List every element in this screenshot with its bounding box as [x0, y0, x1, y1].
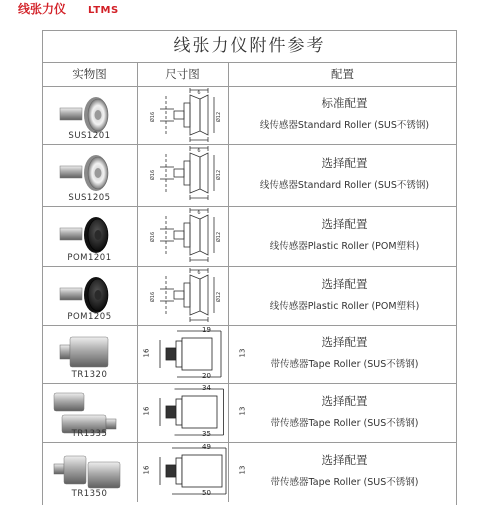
config-description: 带传感器Tape Roller (SUS不锈钢) [270, 417, 419, 429]
svg-text:Ø12: Ø12 [216, 291, 222, 303]
dim-width-bottom: 35 [202, 430, 211, 438]
table-row [42, 144, 457, 206]
row-divider [42, 383, 457, 384]
config-description: 线传感器Plastic Roller (POM塑料) [269, 300, 420, 312]
model-code: POM1201 [67, 253, 112, 263]
row-divider [42, 144, 457, 145]
svg-text:6: 6 [197, 90, 201, 96]
table-row [42, 266, 457, 325]
config-description: 带传感器Tape Roller (SUS不锈钢) [270, 477, 419, 488]
config-description: 线传感器Plastic Roller (POM塑料) [269, 241, 420, 252]
model-code: TR1335 [71, 429, 108, 439]
column-header-photo: 实物图 [72, 67, 107, 81]
model-code: SUS1205 [68, 193, 111, 203]
dimension-drawing [142, 145, 257, 201]
dim-diameter-left: 16 [142, 406, 151, 416]
table-row [42, 206, 457, 266]
row-divider [42, 206, 457, 207]
config-type: 选择配置 [321, 217, 368, 231]
dim-diameter-right: 13 [238, 348, 247, 358]
config-description: 线传感器Standard Roller (SUS不锈钢) [259, 180, 430, 191]
dim-width-top: 34 [202, 384, 211, 392]
table-row [42, 325, 457, 383]
column-header-drawing: 尺寸图 [165, 67, 200, 81]
row-divider [42, 266, 457, 267]
dim-diameter-left: 16 [142, 465, 151, 475]
config-description: 线传感器Standard Roller (SUS不锈钢) [259, 120, 430, 131]
config-type: 选择配置 [321, 156, 368, 170]
svg-text:6: 6 [197, 148, 201, 154]
roller-photo [52, 148, 122, 198]
model-code: POM1205 [67, 312, 112, 322]
brand-sub: LTMS [88, 5, 119, 16]
dim-width-top: 49 [202, 443, 211, 451]
svg-text:Ø12: Ø12 [216, 231, 222, 243]
dim-diameter-right: 13 [238, 465, 247, 475]
svg-text:Ø16: Ø16 [150, 169, 156, 181]
config-type: 标准配置 [321, 96, 368, 110]
model-code: TR1320 [71, 370, 108, 380]
model-code: SUS1201 [68, 131, 111, 141]
config-type: 选择配置 [321, 276, 368, 291]
svg-text:Ø16: Ø16 [150, 231, 156, 243]
row-divider [42, 442, 457, 443]
config-description: 带传感器Tape Roller (SUS不锈钢) [270, 359, 419, 370]
row-divider [42, 325, 457, 326]
column-header-config: 配置 [331, 67, 354, 81]
dim-width-top: 19 [202, 326, 211, 334]
svg-text:Ø12: Ø12 [216, 111, 222, 123]
svg-text:Ø16: Ø16 [150, 111, 156, 123]
svg-text:6: 6 [197, 270, 201, 276]
config-type: 选择配置 [321, 393, 368, 408]
svg-text:Ø12: Ø12 [216, 169, 222, 181]
brand-logo [18, 0, 119, 16]
table-title: 线张力仪附件参考 [173, 36, 326, 56]
table-row [42, 86, 457, 144]
brand-name: 线张力仪 [18, 2, 67, 16]
table-row [42, 442, 457, 502]
config-type: 选择配置 [321, 453, 368, 467]
dim-diameter-left: 16 [142, 348, 151, 358]
dim-width-bottom: 50 [202, 489, 211, 497]
svg-text:6: 6 [197, 210, 201, 216]
model-code: TR1350 [71, 489, 108, 499]
table-row [42, 383, 457, 442]
dim-width-bottom: 20 [202, 372, 211, 380]
config-type: 选择配置 [321, 335, 368, 349]
svg-text:Ø16: Ø16 [150, 291, 156, 303]
dim-diameter-right: 13 [238, 406, 247, 416]
